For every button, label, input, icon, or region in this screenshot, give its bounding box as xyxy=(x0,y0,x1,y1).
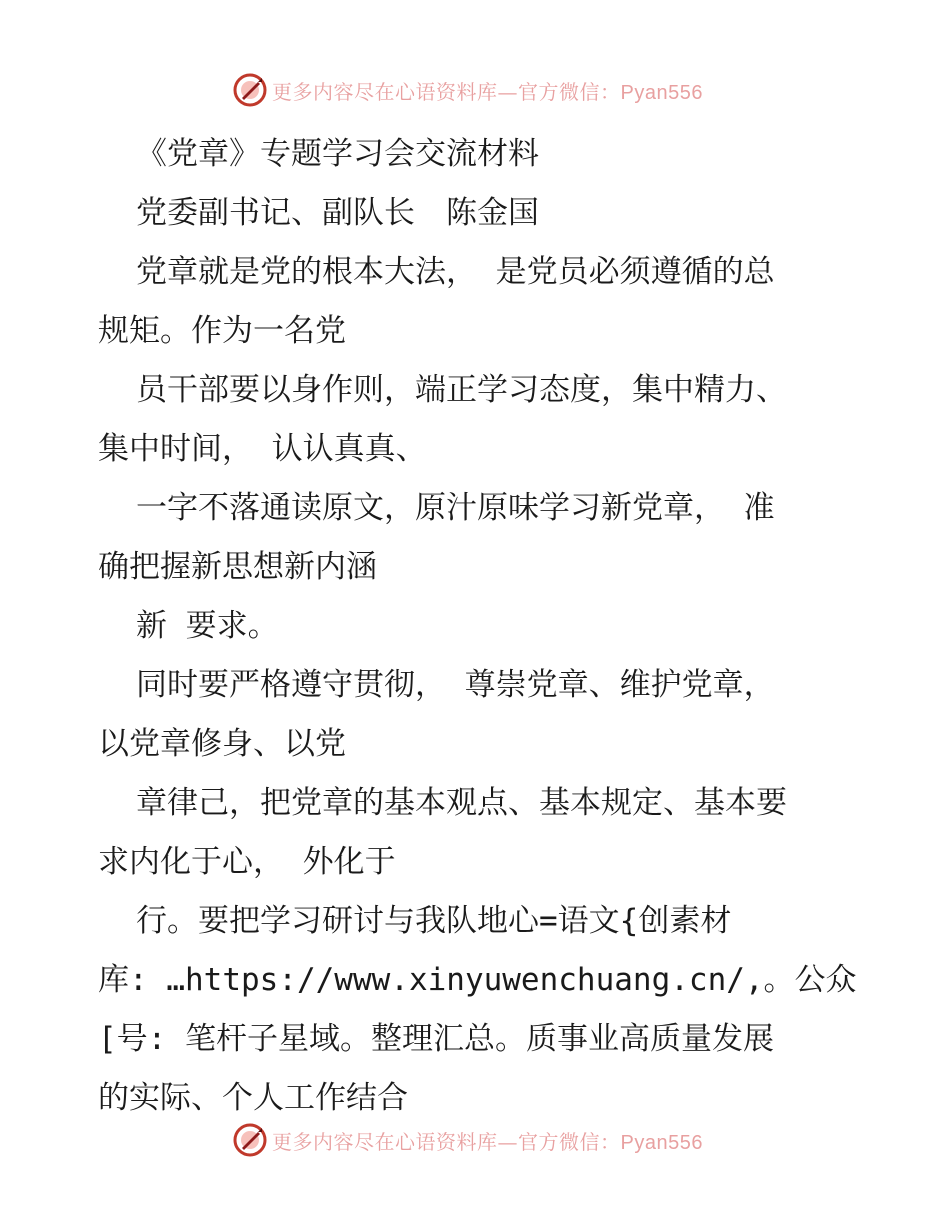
banner-main-text: 更多内容尽在心语资料库 xyxy=(272,1129,498,1154)
text-line: 新 要求。 xyxy=(136,608,279,644)
text-line: 章律己，把党章的基本观点、基本规定、基本要 xyxy=(136,785,787,821)
text-line: [号: 笔杆子星域。整理汇总。质事业高质量发展 xyxy=(98,1021,774,1057)
text-line: 行。要把学习研讨与我队地心=语文{创素材 xyxy=(136,903,732,939)
text-line: 集中时间， 认认真真、 xyxy=(98,431,427,467)
text-line: 员干部要以身作则，端正学习态度，集中精力、 xyxy=(136,372,787,408)
header-banner xyxy=(232,70,703,110)
banner-main-text: 更多内容尽在心语资料库 xyxy=(272,79,498,104)
text-line: 的实际、个人工作结合 xyxy=(98,1080,408,1116)
text-line: 规矩。作为一名党 xyxy=(98,313,346,349)
banner-text xyxy=(272,76,703,105)
banner-official-label: 官方微信： xyxy=(518,79,621,104)
banner-dash: — xyxy=(497,1129,518,1154)
banner-dash: — xyxy=(497,79,518,104)
text-line: 求内化于心， 外化于 xyxy=(98,844,396,880)
logo-icon xyxy=(232,72,268,108)
banner-official-label: 官方微信： xyxy=(518,1129,621,1154)
logo-icon xyxy=(232,1122,268,1158)
document-body xyxy=(98,125,858,1128)
banner-text xyxy=(272,1126,703,1155)
text-line: 库: …https://www.xinyuwenchuang.cn/,。公众 xyxy=(98,962,857,998)
text-line: 党章就是党的根本大法， 是党员必须遵循的总 xyxy=(136,254,775,290)
text-line: 《党章》专题学习会交流材料 xyxy=(136,136,539,172)
text-line: 以党章修身、以党 xyxy=(98,726,346,762)
banner-wechat-id: Pyan556 xyxy=(620,81,703,104)
text-line: 党委副书记、副队长 陈金国 xyxy=(136,195,539,231)
text-line: 确把握新思想新内涵 xyxy=(98,549,377,585)
footer-banner xyxy=(232,1120,703,1160)
text-line: 一字不落通读原文，原汁原味学习新党章， 准 xyxy=(136,490,775,526)
text-line: 同时要严格遵守贯彻， 尊崇党章、维护党章， xyxy=(136,667,775,703)
banner-wechat-id: Pyan556 xyxy=(620,1131,703,1154)
